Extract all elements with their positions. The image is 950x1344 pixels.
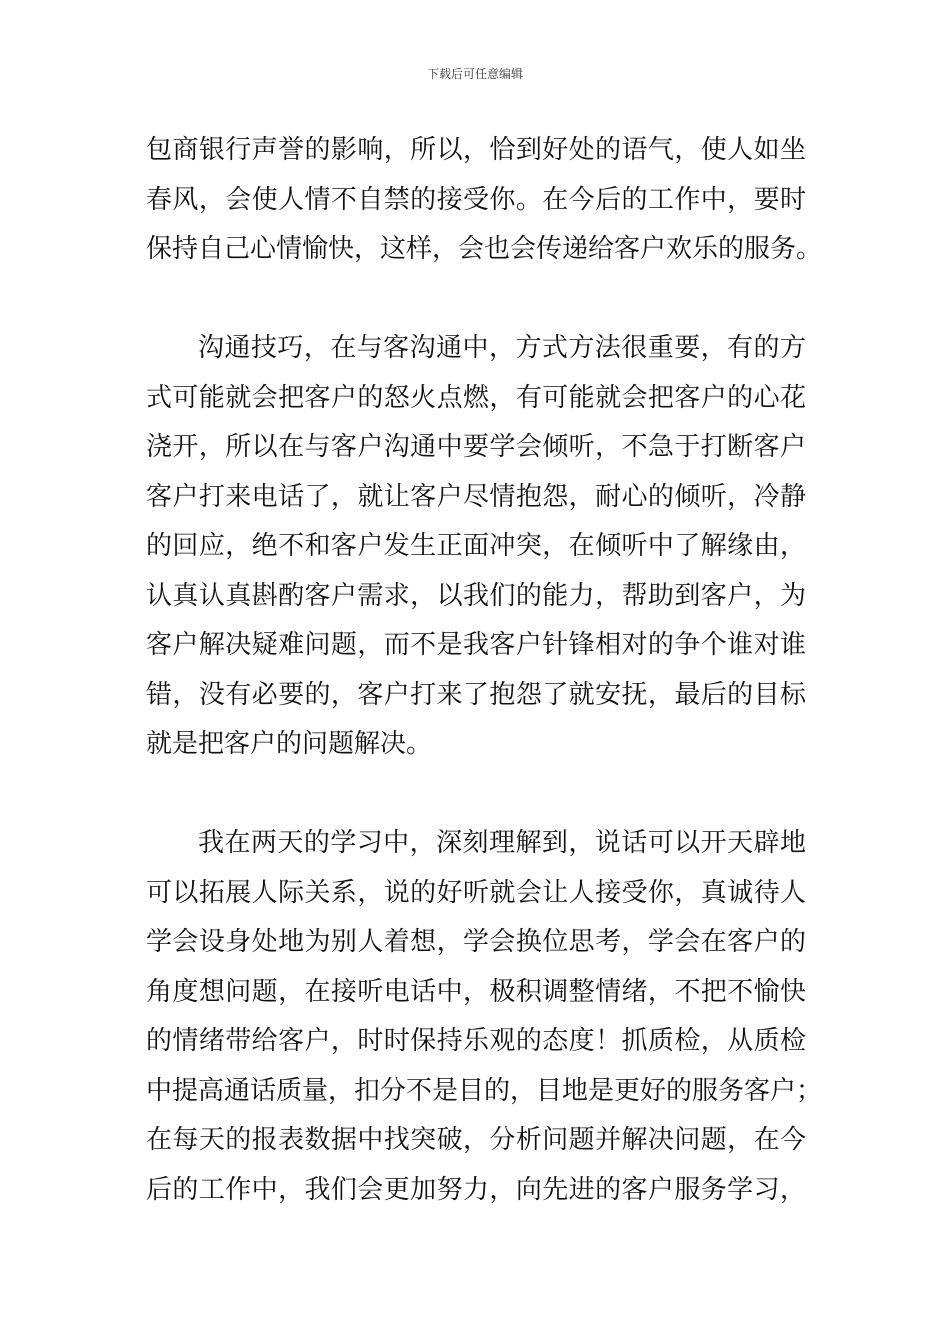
text-line: 后的工作中，我们会更加努力，向先进的客户服务学习， — [146, 1174, 806, 1205]
page-header: 下载后可任意编辑 — [426, 67, 523, 81]
paragraph-2 — [146, 324, 806, 770]
text-line: 认真认真斟酌客户需求，以我们的能力，帮助到客户，为 — [146, 580, 806, 611]
text-line: 春风，会使人情不自禁的接受你。在今后的工作中，要时 — [146, 184, 806, 215]
text-line: 保持自己心情愉快，这样，会也会传递给客户欢乐的服务。 — [146, 234, 823, 264]
text-line: 角度想问题，在接听电话中，极积调整情绪，不把不愉快 — [146, 976, 806, 1007]
text-line: 客户打来电话了，就让客户尽情抱怨，耐心的倾听，冷静 — [146, 481, 806, 512]
paragraph-1 — [146, 126, 823, 275]
text-line: 沟通技巧，在与客沟通中，方式方法很重要，有的方 — [198, 333, 806, 363]
text-line: 在每天的报表数据中找突破，分析问题并解决问题，在今 — [146, 1125, 806, 1155]
text-line: 就是把客户的问题解决。 — [146, 729, 433, 759]
text-line: 我在两天的学习中，深刻理解到，说话可以开天辟地 — [198, 828, 806, 858]
text-line: 的回应，绝不和客户发生正面冲突，在倾听中了解缘由， — [146, 531, 806, 561]
text-line: 式可能就会把客户的怒火点燃，有可能就会把客户的心花 — [146, 382, 806, 413]
text-line: 包商银行声誉的影响，所以，恰到好处的语气，使人如坐 — [146, 135, 806, 165]
text-line: 错，没有必要的，客户打来了抱怨了就安抚，最后的目标 — [146, 679, 806, 710]
text-line: 中提高通话质量，扣分不是目的，目地是更好的服务客户； — [146, 1075, 823, 1106]
document-body — [146, 126, 823, 1215]
text-line: 学会设身处地为别人着想，学会换位思考，学会在客户的 — [146, 927, 806, 957]
text-line: 客户解决疑难问题，而不是我客户针锋相对的争个谁对谁 — [146, 630, 806, 660]
text-line: 浇开，所以在与客户沟通中要学会倾听，不急于打断客户 — [146, 432, 806, 462]
paragraph-spacer — [146, 275, 806, 325]
text-line: 的情绪带给客户，时时保持乐观的态度！抓质检，从质检 — [146, 1026, 806, 1056]
text-line: 可以拓展人际关系，说的好听就会让人接受你，真诚待人 — [146, 877, 806, 908]
paragraph-3 — [146, 819, 823, 1215]
paragraph-spacer — [146, 770, 806, 820]
